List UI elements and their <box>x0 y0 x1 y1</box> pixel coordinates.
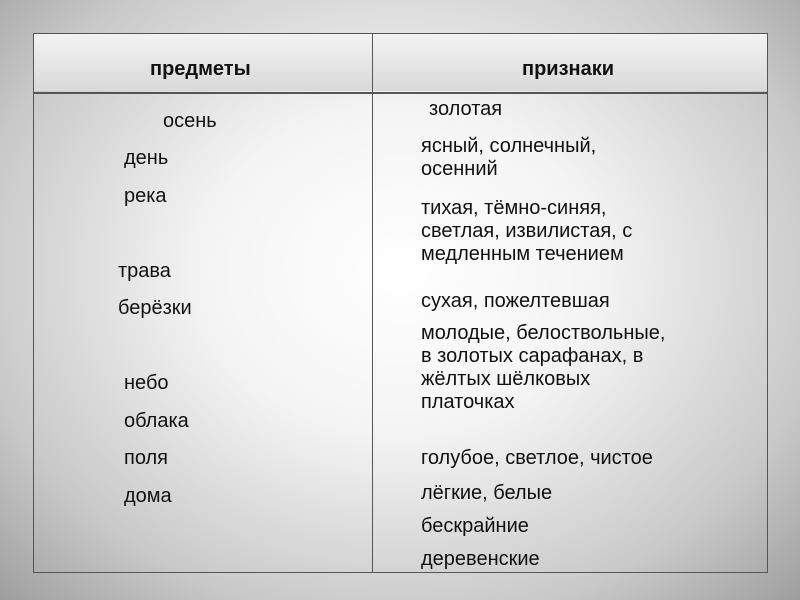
column-divider <box>372 33 373 573</box>
attribute-cell: лёгкие, белые <box>421 482 553 504</box>
table-header-row <box>34 34 767 91</box>
attribute-cell: золотая <box>429 98 503 120</box>
header-subjects: предметы <box>150 58 251 80</box>
attribute-cell: молодые, белоствольные, в золотых сарафанах, в жёлтых шёлковых платочках <box>421 322 666 413</box>
attribute-cell: ясный, солнечный, осенний <box>421 135 597 180</box>
subject-cell: река <box>124 185 167 207</box>
attribute-cell: бескрайние <box>421 515 529 537</box>
subject-cell: берёзки <box>118 297 192 319</box>
subject-cell: дома <box>124 485 172 507</box>
subject-cell: поля <box>124 447 169 469</box>
subject-cell: трава <box>118 260 171 282</box>
attribute-cell: голубое, светлое, чистое <box>421 447 653 469</box>
subject-cell: небо <box>124 372 169 394</box>
attribute-cell: тихая, тёмно-синяя, светлая, извилистая, с медленным течением <box>421 197 633 265</box>
subject-cell: облака <box>124 410 189 432</box>
subject-cell: осень <box>163 110 217 132</box>
attribute-cell: деревенские <box>421 548 540 570</box>
header-divider <box>33 92 768 94</box>
attribute-cell: сухая, пожелтевшая <box>421 290 610 312</box>
header-attributes: признаки <box>522 58 615 80</box>
subject-cell: день <box>124 147 169 169</box>
